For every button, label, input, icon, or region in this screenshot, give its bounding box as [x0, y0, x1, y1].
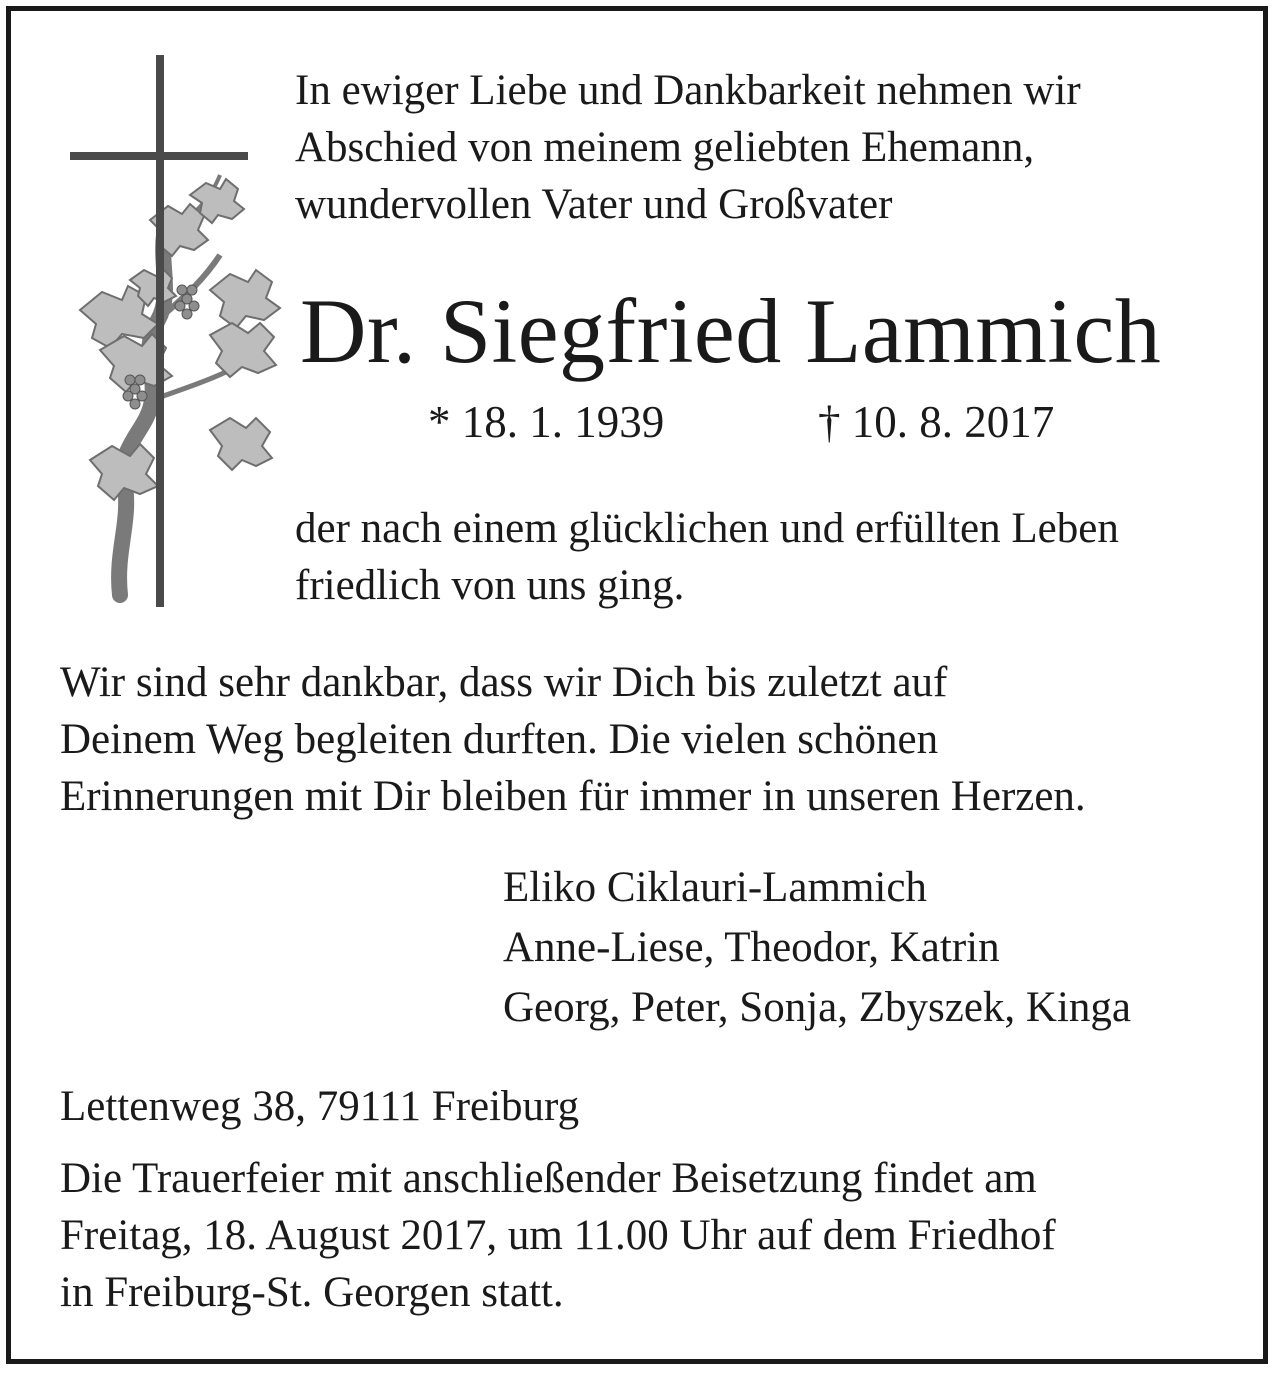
mourner-line: Anne-Liese, Theodor, Katrin — [503, 924, 1000, 971]
death-date: † 10. 8. 2017 — [818, 397, 1055, 447]
intro-line: In ewiger Liebe und Dankbarkeit nehmen wir — [295, 67, 1081, 114]
deceased-name: Dr. Siegfried Lammich — [300, 280, 1162, 382]
address: Lettenweg 38, 79111 Freiburg — [60, 1083, 580, 1130]
birth-date: * 18. 1. 1939 — [428, 397, 665, 447]
intro-line: Abschied von meinem geliebten Ehemann, — [295, 124, 1035, 171]
funeral-info — [60, 1150, 1250, 1321]
life-line: der nach einem glücklichen und erfüllten Leben — [295, 505, 1119, 552]
funeral-line: in Freiburg-St. Georgen statt. — [60, 1269, 564, 1316]
intro-line: wundervollen Vater und Großvater — [295, 181, 893, 228]
life-text — [295, 500, 1255, 614]
mourners-list — [503, 858, 1243, 1038]
life-line: friedlich von uns ging. — [295, 562, 685, 609]
mourner-line: Georg, Peter, Sonja, Zbyszek, Kinga — [503, 984, 1132, 1031]
gratitude-line: Erinnerungen mit Dir bleiben für immer in unseren Herzen. — [60, 773, 1086, 820]
gratitude-line: Wir sind sehr dankbar, dass wir Dich bis zuletzt auf — [60, 659, 948, 706]
gratitude-line: Deinem Weg begleiten durften. Die vielen schönen — [60, 716, 939, 763]
intro-text — [295, 62, 1255, 233]
gratitude-text — [60, 654, 1250, 825]
funeral-line: Freitag, 18. August 2017, um 11.00 Uhr auf dem Friedhof — [60, 1212, 1056, 1259]
mourner-line: Eliko Ciklauri-Lammich — [503, 864, 927, 911]
cross-with-grapevine-icon — [60, 50, 290, 615]
funeral-line: Die Trauerfeier mit anschließender Beisetzung findet am — [60, 1155, 1037, 1202]
